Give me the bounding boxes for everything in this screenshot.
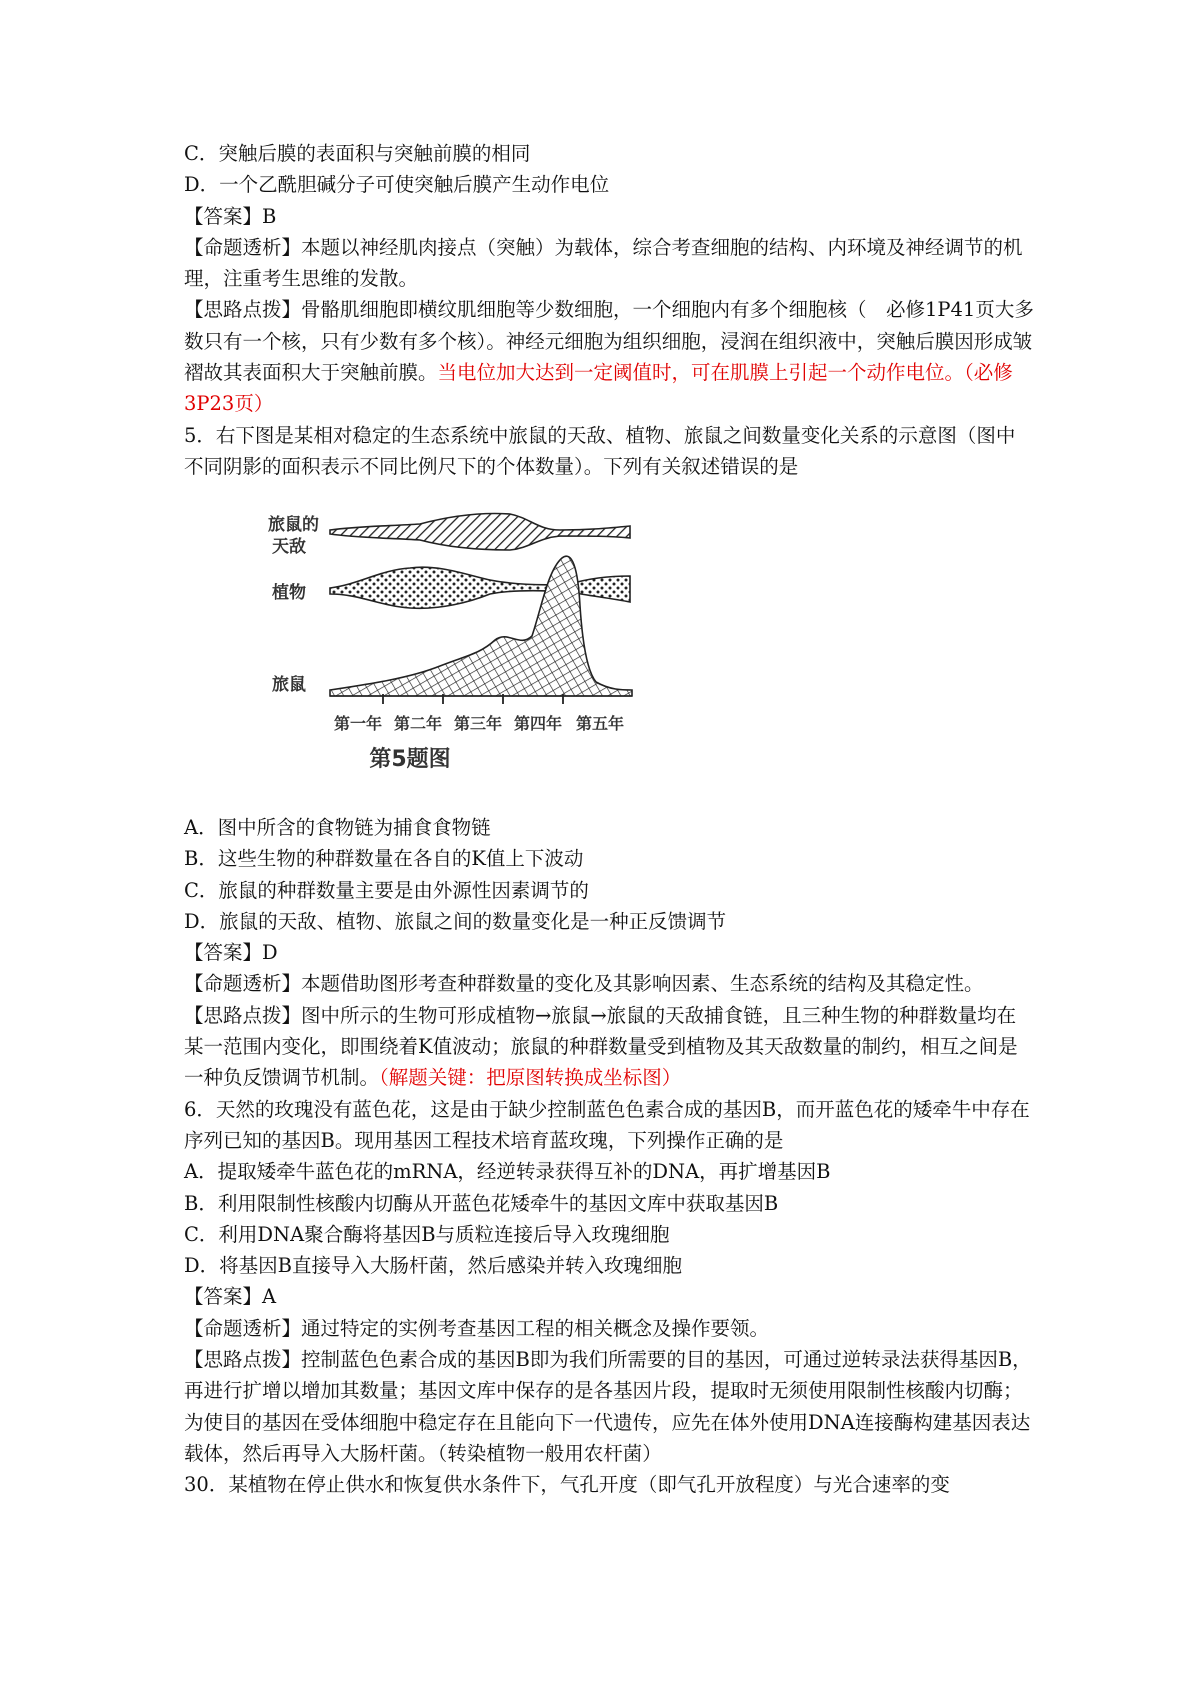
question-6-stem: 6．天然的玫瑰没有蓝色花，这是由于缺少控制蓝色色素合成的基因B，而开蓝色花的矮牵牛中存在序列已知的基因B。现用基因工程技术培育蓝玫瑰，下列操作正确的是 — [184, 1097, 1030, 1152]
question-5-stem: 5．右下图是某相对稳定的生态系统中旅鼠的天敌、植物、旅鼠之间数量变化关系的示意图（图中不同阴影的面积表示不同比例尺下的个体数量）。下列有关叙述错误的是 — [184, 423, 1016, 478]
hint-q4-text: 【思路点拨】骨骼肌细胞即横纹肌细胞等少数细胞，一个细胞内有多个细胞核（ 必修1P41页大多数只有一个核，只有少数有多个核）。神经元细胞为组织细胞，浸润在组织液中，突触后膜因形成皱褶故其表面积大于突触前膜。 — [184, 298, 1034, 385]
x-label-5: 第五年 — [575, 714, 625, 733]
analysis-q5: 【命题透析】本题借助图形考查种群数量的变化及其影响因素、生态系统的结构及其稳定性。 — [184, 972, 984, 996]
x-label-4: 第四年 — [513, 714, 563, 733]
hint-q5-text: 【思路点拨】图中所示的生物可形成植物→旅鼠→旅鼠的天敌捕食链，且三种生物的种群数量均在某一范围内变化，即围绕着K值波动；旅鼠的种群数量受到植物及其天敌数量的制约，相互之间是一种负反馈调节机制。 — [184, 1003, 1018, 1090]
hint-q5 — [184, 1000, 1034, 1094]
question-30-stem: 30．某植物在停止供水和恢复供水条件下，气孔开度（即气孔开放程度）与光合速率的变 — [184, 1473, 950, 1497]
x-label-2: 第二年 — [393, 714, 443, 733]
label-enemy-1: 旅鼠的 — [268, 515, 319, 535]
option-c-q5: C．旅鼠的种群数量主要是由外源性因素调节的 — [184, 878, 589, 902]
text-block-top — [184, 138, 1034, 482]
label-enemy-2: 天敌 — [272, 537, 306, 557]
analysis-q4: 【命题透析】本题以神经肌肉接点（突触）为载体，综合考查细胞的结构、内环境及神经调节的机理，注重考生思维的发散。 — [184, 235, 1023, 291]
label-lemming: 旅鼠 — [272, 675, 306, 695]
option-c-q6: C．利用DNA聚合酶将基因B与质粒连接后导入玫瑰细胞 — [184, 1222, 670, 1246]
band-enemy — [330, 513, 630, 550]
x-label-3: 第三年 — [453, 714, 503, 733]
figure-5-svg — [268, 506, 700, 802]
option-b-q5: B．这些生物的种群数量在各自的K值上下波动 — [184, 847, 584, 871]
figure-caption: 第5题图 — [369, 747, 451, 772]
answer-q4: 【答案】B — [184, 204, 277, 228]
hint-q4 — [184, 294, 1034, 419]
option-d-q4: D．一个乙酰胆碱分子可使突触后膜产生动作电位 — [184, 173, 610, 197]
answer-q5: 【答案】D — [184, 941, 278, 965]
answer-q6: 【答案】A — [184, 1285, 277, 1309]
analysis-q6: 【命题透析】通过特定的实例考查基因工程的相关概念及操作要领。 — [184, 1316, 770, 1340]
band-plant — [330, 567, 630, 608]
option-d-q6: D．将基因B直接导入大肠杆菌，然后感染并转入玫瑰细胞 — [184, 1254, 682, 1278]
option-a-q6: A．提取矮牵牛蓝色花的mRNA，经逆转录获得互补的DNA，再扩增基因B — [184, 1160, 831, 1184]
label-plant: 植物 — [272, 583, 306, 603]
text-block-bottom — [184, 812, 1034, 1501]
option-a-q5: A．图中所含的食物链为捕食食物链 — [184, 816, 491, 839]
hint-q4-red: 当电位加大达到一定阈值时，可在肌膜上引起一个动作电位。（必修3P23页） — [184, 361, 1013, 416]
hint-q5-red: （解题关键：把原图转换成坐标图） — [379, 1066, 682, 1090]
figure-5 — [268, 506, 700, 802]
option-d-q5: D．旅鼠的天敌、植物、旅鼠之间的数量变化是一种正反馈调节 — [184, 909, 727, 933]
hint-q6: 【思路点拨】控制蓝色色素合成的基因B即为我们所需要的目的基因，可通过逆转录法获得基因B，再进行扩增以增加其数量；基因文库中保存的是各基因片段，提取时无须使用限制性核酸内切酶；为使目的基因在受体细胞中稳定存在且能向下一代遗传，应先在体外使用DNA连接酶构建基因表达载体，然后再导入大肠杆菌。（转染植物一般用农杆菌） — [184, 1348, 1032, 1465]
option-c-q4: C．突触后膜的表面积与突触前膜的相同 — [184, 142, 531, 165]
option-b-q6: B．利用限制性核酸内切酶从开蓝色花矮牵牛的基因文库中获取基因B — [184, 1191, 779, 1215]
x-label-1: 第一年 — [333, 714, 383, 733]
